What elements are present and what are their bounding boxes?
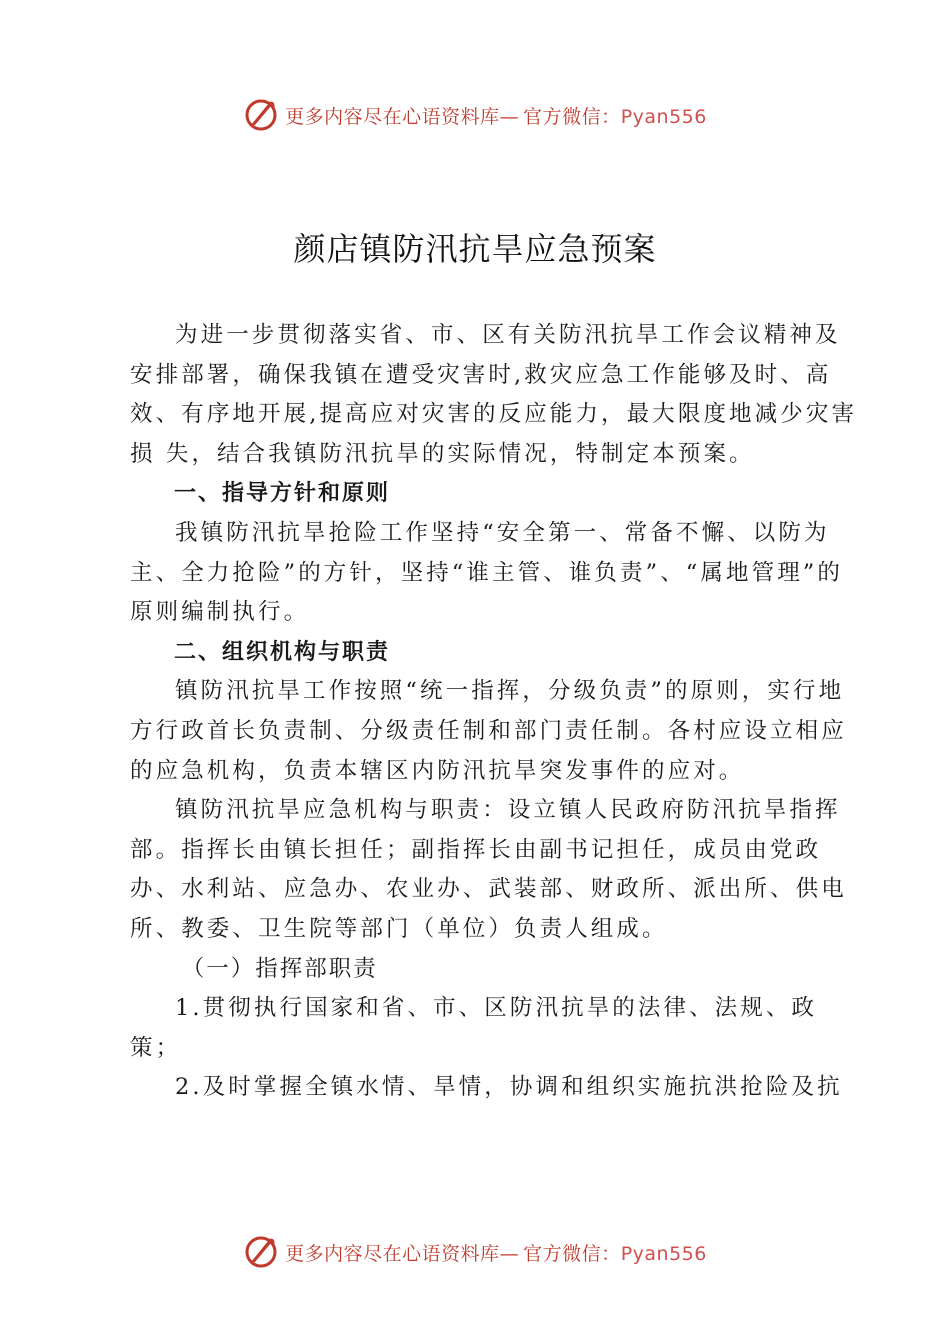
duty-item-1: 1.贯彻执行国家和省、市、区防汛抗旱的法律、法规、政策； xyxy=(130,995,818,1061)
footer-wechat-id: Pyan556 xyxy=(620,1242,707,1265)
subsection-heading-duties: （一）指挥部职责 xyxy=(181,955,378,982)
header-banner xyxy=(0,95,950,135)
header-banner-text: 更多内容尽在心语资料库— 官方微信：Pyan556 xyxy=(285,105,707,128)
intro-paragraph: 为进一步贯彻落实省、市、区有关防汛抗旱工作会议精神及 安排部署，确保我镇在遭受灾害时,救灾应急工作能够及时、高效、有序地开展,提高应对灾害的反应能力，最大限度地减少灾害损 失，结合我镇防汛抗旱的实际情况，特制定本预案。 xyxy=(130,322,858,467)
organization-paragraph-1: 镇防汛抗旱工作按照“统一指挥，分级负责”的原则，实行地方行政首长负责制、分级责任制和部门责任制。各村应设立相应的应急机构，负责本辖区内防汛抗旱突发事件的应对。 xyxy=(130,678,847,784)
duty-item-2: 2.及时掌握全镇水情、旱情，协调和组织实施抗洪抢险及抗 xyxy=(175,1074,843,1101)
guidelines-paragraph: 我镇防汛抗旱抢险工作坚持“安全第一、常备不懈、以防为主、全力抢险”的方针，坚持“谁主管、谁负责”、“属地管理”的原则编制执行。 xyxy=(130,519,844,626)
header-wechat-id: Pyan556 xyxy=(620,105,707,128)
footer-banner-text: 更多内容尽在心语资料库— 官方微信：Pyan556 xyxy=(285,1242,707,1265)
section-heading-organization: 二、组织机构与职责 xyxy=(174,639,391,665)
document-title: 颜店镇防汛抗旱应急预案 xyxy=(293,230,657,268)
section-heading-guidelines: 一、指导方针和原则 xyxy=(174,481,391,507)
quill-logo-icon xyxy=(243,97,279,133)
document-body xyxy=(130,316,860,1108)
quill-logo-icon xyxy=(243,1234,279,1270)
footer-banner xyxy=(0,1232,950,1272)
organization-paragraph-2: 镇防汛抗旱应急机构与职责：设立镇人民政府防汛抗旱指挥部。指挥长由镇长担任；副指挥长由副书记担任，成员由党政办、水利站、应急办、农业办、武装部、财政所、派出所、供电所、教委、卫生院等部门（单位）负责人组成。 xyxy=(130,797,847,942)
